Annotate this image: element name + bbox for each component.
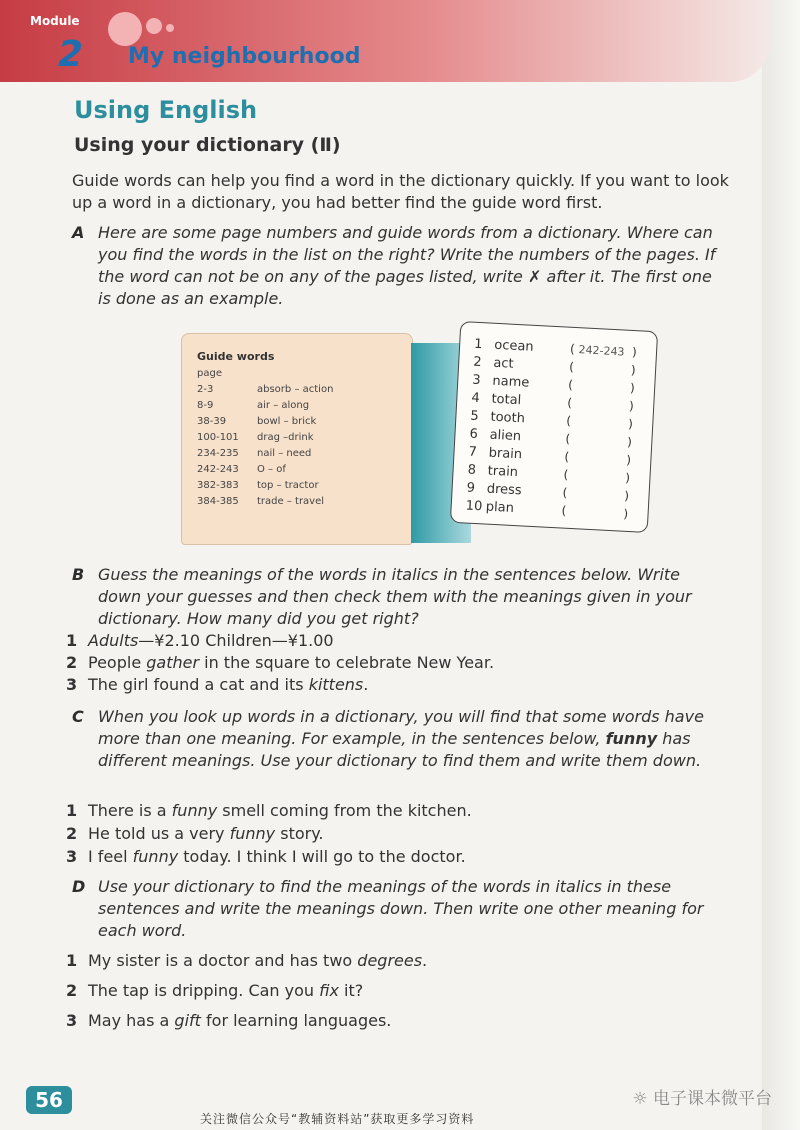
answer-blank[interactable]: ( ) bbox=[565, 413, 634, 432]
answer-blank[interactable]: ( ) bbox=[568, 359, 637, 378]
exercise-instructions: Guess the meanings of the words in italics in the sentences below. Write down your guesses and then check them with the meanings given in your dictionary. How many did you get right? bbox=[98, 565, 692, 628]
subsection-title: Using your dictionary (Ⅱ) bbox=[74, 134, 341, 156]
decor-dot bbox=[166, 24, 174, 32]
exercise-d-item: 3 May has a gift for learning languages. bbox=[66, 1011, 392, 1030]
answer-blank[interactable]: ( ) bbox=[562, 485, 630, 504]
exercise-b-item: 2 People gather in the square to celebrate New Year. bbox=[66, 653, 495, 672]
module-header bbox=[0, 0, 770, 82]
exercise-c-item: 3 I feel funny today. I think I will go to the doctor. bbox=[66, 847, 466, 866]
exercise-letter: D bbox=[72, 877, 86, 896]
exercise-c-item: 1 There is a funny smell coming from the kitchen. bbox=[66, 801, 472, 820]
exercise-d bbox=[72, 876, 722, 942]
guide-row: 38-39 bowl – brick bbox=[197, 416, 317, 427]
dictionary-page bbox=[181, 333, 413, 545]
exercise-instructions: Here are some page numbers and guide words from a dictionary. Where can you find the words in the list on the right? Write the numbers of the pages. If the word can not be on any of the pages listed, write ✗ after it. The first one is done as an example. bbox=[98, 223, 716, 308]
answer-blank[interactable]: ( ) bbox=[561, 503, 629, 521]
word-item: 9 dress bbox=[466, 480, 523, 499]
guide-row: 384-385 trade – travel bbox=[197, 496, 325, 507]
decor-dot bbox=[108, 12, 142, 46]
chat-icon: ☼ bbox=[632, 1089, 648, 1109]
answer-blank[interactable]: ( ) bbox=[565, 431, 633, 450]
exercise-instructions: When you look up words in a dictionary, you will find that some words have more than one meaning. For example, in the sentences below, funny has different meanings. Use your dictionary to find them and write them down. bbox=[98, 707, 704, 770]
guide-row: 242-243 O – of bbox=[197, 464, 286, 475]
word-item: 1 ocean bbox=[473, 336, 534, 355]
exercise-letter: C bbox=[72, 707, 84, 726]
exercise-b-item: 1 Adults—¥2.10 Children—¥1.00 bbox=[66, 631, 334, 650]
exercise-letter: B bbox=[72, 565, 85, 584]
section-title: Using English bbox=[74, 96, 258, 124]
exercise-c bbox=[72, 706, 722, 772]
exercise-instructions: Use your dictionary to find the meanings of the words in italics in these sentences and write the meanings down. Then write one other meaning for each word. bbox=[98, 877, 704, 940]
answer-blank[interactable]: ( ) bbox=[564, 449, 632, 468]
watermark: ☼ 电子课本微平台 bbox=[632, 1089, 772, 1109]
guide-page-label: page bbox=[197, 368, 222, 379]
word-item: 6 alien bbox=[469, 426, 522, 445]
word-item: 4 total bbox=[471, 390, 522, 409]
word-item: 3 name bbox=[471, 372, 530, 391]
answer-blank[interactable]: ( ) bbox=[563, 467, 631, 486]
exercise-letter: A bbox=[72, 223, 85, 242]
page-number: 56 bbox=[26, 1086, 72, 1114]
guide-row: 100-101 drag –drink bbox=[197, 432, 314, 443]
footer-note: 关注微信公众号“教辅资料站”获取更多学习资料 bbox=[200, 1112, 475, 1126]
exercise-c-item: 2 He told us a very funny story. bbox=[66, 824, 324, 843]
module-title: My neighbourhood bbox=[128, 44, 361, 69]
decor-dot bbox=[146, 18, 162, 34]
answer-blank[interactable]: ( ) bbox=[566, 395, 635, 414]
module-label: Module bbox=[30, 14, 80, 28]
guide-row: 8-9 air – along bbox=[197, 400, 310, 411]
word-item: 2 act bbox=[472, 354, 514, 372]
word-item: 7 brain bbox=[468, 444, 523, 463]
keyword: funny bbox=[605, 729, 658, 748]
answer-blank[interactable]: ( 242-243 ) bbox=[569, 341, 638, 360]
guide-row: 382-383 top – tractor bbox=[197, 480, 319, 491]
guide-row: 2-3 absorb – action bbox=[197, 384, 334, 395]
exercise-b bbox=[72, 564, 722, 630]
word-item: 8 train bbox=[467, 462, 519, 481]
module-number: 2 bbox=[58, 34, 84, 75]
word-list-card bbox=[450, 321, 658, 533]
guide-words-title: Guide words bbox=[197, 350, 275, 363]
word-item: 10 plan bbox=[465, 498, 515, 517]
answer-blank[interactable]: ( ) bbox=[567, 377, 636, 396]
exercise-d-item: 1 My sister is a doctor and has two degrees. bbox=[66, 951, 428, 970]
word-item: 5 tooth bbox=[470, 408, 526, 427]
guide-row: 234-235 nail – need bbox=[197, 448, 312, 459]
exercise-a bbox=[72, 222, 722, 310]
intro-text: Guide words can help you find a word in the dictionary quickly. If you want to look up a word in a dictionary, you had better find the guide word first. bbox=[72, 171, 729, 212]
exercise-b-item: 3 The girl found a cat and its kittens. bbox=[66, 675, 369, 694]
exercise-d-item: 2 The tap is dripping. Can you fix it? bbox=[66, 981, 364, 1000]
page-edge bbox=[762, 0, 800, 1130]
